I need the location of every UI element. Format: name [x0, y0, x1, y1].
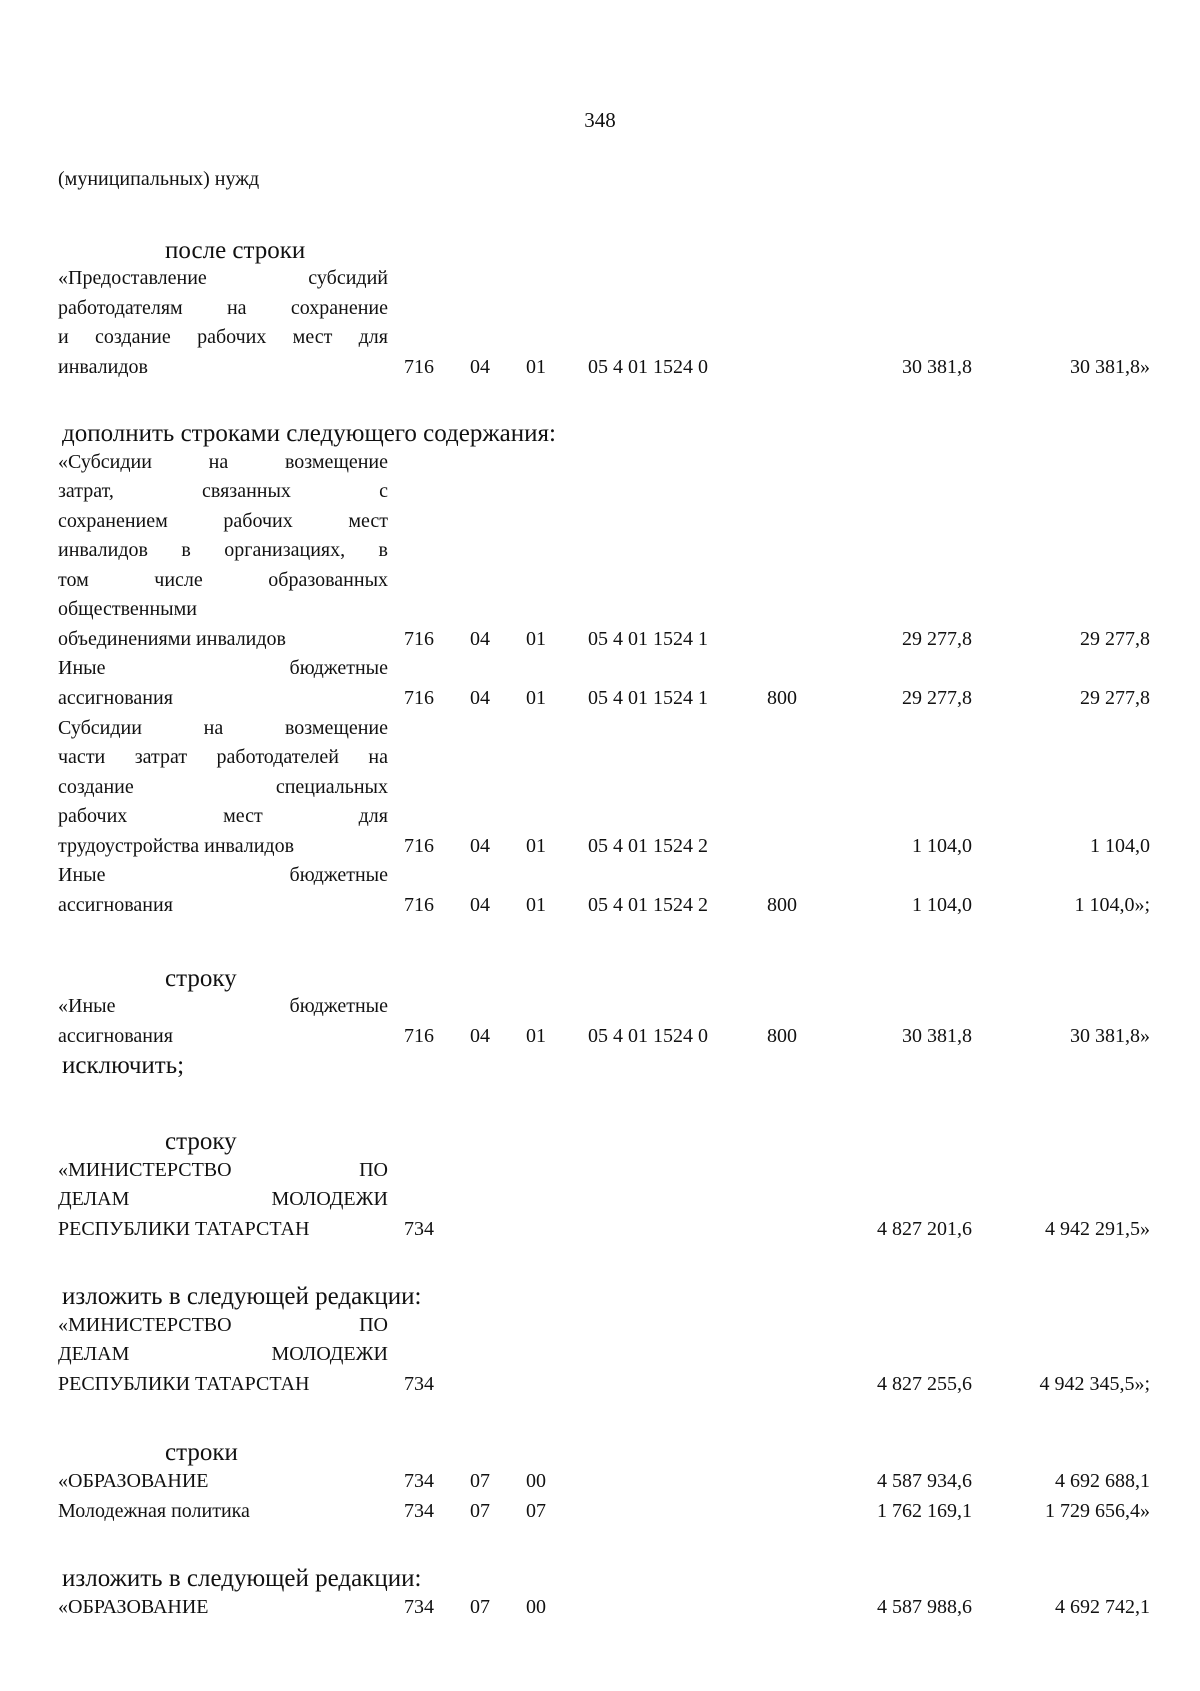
sum-year-1: 30 381,8: [902, 1024, 972, 1047]
budget-row: [0, 1496, 1200, 1526]
row-name-line: работодателям на сохранение: [58, 296, 388, 319]
row-name-line: объединениями инвалидов: [58, 627, 286, 650]
row-name-line: трудоустройства инвалидов: [58, 834, 295, 857]
code-pr: 01: [526, 893, 546, 916]
code-csr: 05 4 01 1524 0: [588, 355, 708, 378]
code-pr: 07: [526, 1499, 546, 1522]
sum-year-2: 30 381,8»: [1070, 355, 1150, 378]
sum-year-2: 29 277,8: [1080, 627, 1150, 650]
row-name-line: инвалидов: [58, 355, 148, 378]
code-adm: 716: [404, 1024, 434, 1047]
row-name: [58, 1497, 388, 1527]
row-name-line: РЕСПУБЛИКИ ТАТАРСТАН: [58, 1217, 310, 1240]
code-pr: 01: [526, 834, 546, 857]
row-name-line: общественными: [58, 598, 197, 620]
instruction-add-rows: дополнить строками следующего содержания:: [62, 420, 556, 447]
row-name-line: «МИНИСТЕРСТВО ПО: [58, 1158, 388, 1181]
row-name: [58, 264, 388, 382]
code-adm: 734: [404, 1372, 434, 1395]
row-name-line: «Иные бюджетные: [58, 995, 388, 1017]
sum-year-1: 29 277,8: [902, 686, 972, 709]
row-name-line: затрат, связанных с: [58, 480, 388, 502]
row-name: [58, 1593, 388, 1623]
code-vr: 800: [767, 1024, 797, 1047]
code-rz: 07: [470, 1499, 490, 1522]
sum-year-1: 4 587 934,6: [877, 1469, 972, 1492]
budget-row: [0, 1155, 1200, 1244]
row-name: [58, 992, 388, 1051]
code-adm: 716: [404, 893, 434, 916]
sum-year-1: 1 762 169,1: [877, 1499, 972, 1522]
code-rz: 04: [470, 627, 490, 650]
budget-row: [0, 654, 1200, 713]
code-rz: 04: [470, 893, 490, 916]
instruction-row: строку: [165, 1128, 237, 1155]
row-name-line: ассигнования: [58, 686, 173, 709]
sum-year-1: 4 827 255,6: [877, 1372, 972, 1395]
row-name-line: том числе образованных: [58, 568, 388, 591]
code-csr: 05 4 01 1524 2: [588, 834, 708, 857]
sum-year-1: 1 104,0: [912, 834, 972, 857]
row-name-line: ассигнования: [58, 1024, 173, 1047]
code-csr: 05 4 01 1524 2: [588, 893, 708, 916]
row-name-line: «ОБРАЗОВАНИЕ: [58, 1469, 209, 1492]
row-name-line: ДЕЛАМ МОЛОДЕЖИ: [58, 1188, 388, 1210]
budget-row: [0, 861, 1200, 920]
code-adm: 716: [404, 627, 434, 650]
code-rz: 04: [470, 834, 490, 857]
code-rz: 04: [470, 1024, 490, 1047]
code-adm: 716: [404, 834, 434, 857]
row-name-line: ассигнования: [58, 893, 173, 916]
sum-year-2: 4 692 688,1: [1055, 1469, 1150, 1492]
code-adm: 734: [404, 1499, 434, 1522]
code-pr: 01: [526, 686, 546, 709]
row-name-line: создание специальных: [58, 775, 388, 798]
budget-row: [0, 992, 1200, 1051]
row-name-line: «ОБРАЗОВАНИЕ: [58, 1595, 209, 1618]
budget-row: [0, 447, 1200, 654]
sum-year-1: 30 381,8: [902, 355, 972, 378]
row-name-line: «Предоставление субсидий: [58, 267, 388, 289]
row-name-line: ДЕЛАМ МОЛОДЕЖИ: [58, 1343, 388, 1365]
sum-year-2: 30 381,8»: [1070, 1024, 1150, 1047]
code-pr: 01: [526, 1024, 546, 1047]
code-pr: 01: [526, 627, 546, 650]
sum-year-1: 29 277,8: [902, 627, 972, 650]
code-pr: 00: [526, 1595, 546, 1618]
row-name-line: части затрат работодателей на: [58, 746, 388, 768]
sum-year-1: 1 104,0: [912, 893, 972, 916]
code-csr: 05 4 01 1524 1: [588, 686, 708, 709]
budget-row: [0, 264, 1200, 382]
budget-row: [0, 1310, 1200, 1399]
instruction-exclude: исключить;: [62, 1052, 185, 1079]
row-name-line: «Субсидии на возмещение: [58, 450, 388, 473]
budget-row: [0, 1592, 1200, 1622]
row-name-line: инвалидов в организациях, в: [58, 539, 388, 561]
instruction-rows: строки: [165, 1439, 238, 1466]
sum-year-1: 4 827 201,6: [877, 1217, 972, 1240]
row-name-line: и создание рабочих мест для: [58, 326, 388, 348]
code-adm: 734: [404, 1595, 434, 1618]
code-pr: 01: [526, 355, 546, 378]
code-pr: 00: [526, 1469, 546, 1492]
code-rz: 04: [470, 686, 490, 709]
instruction-restate: изложить в следующей редакции:: [62, 1565, 422, 1592]
code-vr: 800: [767, 893, 797, 916]
row-name: [58, 1311, 388, 1400]
instruction-row: строку: [165, 965, 237, 992]
row-name-line: Иные бюджетные: [58, 864, 388, 886]
row-name-line: Молодежная политика: [58, 1499, 250, 1522]
code-adm: 716: [404, 355, 434, 378]
budget-row: [0, 713, 1200, 861]
budget-row: [0, 1466, 1200, 1496]
sum-year-1: 4 587 988,6: [877, 1595, 972, 1618]
row-name-line: РЕСПУБЛИКИ ТАТАРСТАН: [58, 1372, 310, 1395]
sum-year-2: 4 692 742,1: [1055, 1595, 1150, 1618]
row-name-line: Субсидии на возмещение: [58, 716, 388, 739]
code-rz: 04: [470, 355, 490, 378]
row-name: [58, 1467, 388, 1497]
sum-year-2: 4 942 345,5»;: [1039, 1372, 1150, 1395]
row-name: [58, 714, 388, 862]
row-name: [58, 861, 388, 920]
row-name-line: рабочих мест для: [58, 805, 388, 827]
instruction-after-row: после строки: [165, 237, 306, 264]
code-adm: 734: [404, 1469, 434, 1492]
sum-year-2: 29 277,8: [1080, 686, 1150, 709]
sum-year-2: 1 729 656,4»: [1045, 1499, 1150, 1522]
code-adm: 734: [404, 1217, 434, 1240]
code-csr: 05 4 01 1524 0: [588, 1024, 708, 1047]
sum-year-2: 4 942 291,5»: [1045, 1217, 1150, 1240]
row-name-line: сохранением рабочих мест: [58, 509, 388, 532]
sum-year-2: 1 104,0: [1090, 834, 1150, 857]
row-name: [58, 1156, 388, 1245]
code-rz: 07: [470, 1595, 490, 1618]
row-name: [58, 654, 388, 713]
code-vr: 800: [767, 686, 797, 709]
row-name: [58, 448, 388, 655]
instruction-restate: изложить в следующей редакции:: [62, 1283, 422, 1310]
code-rz: 07: [470, 1469, 490, 1492]
intro-fragment: (муниципальных) нужд: [58, 168, 260, 190]
row-name-line: Иные бюджетные: [58, 657, 388, 679]
row-name-line: «МИНИСТЕРСТВО ПО: [58, 1313, 388, 1336]
page-number: 348: [584, 108, 616, 132]
code-adm: 716: [404, 686, 434, 709]
code-csr: 05 4 01 1524 1: [588, 627, 708, 650]
sum-year-2: 1 104,0»;: [1074, 893, 1150, 916]
